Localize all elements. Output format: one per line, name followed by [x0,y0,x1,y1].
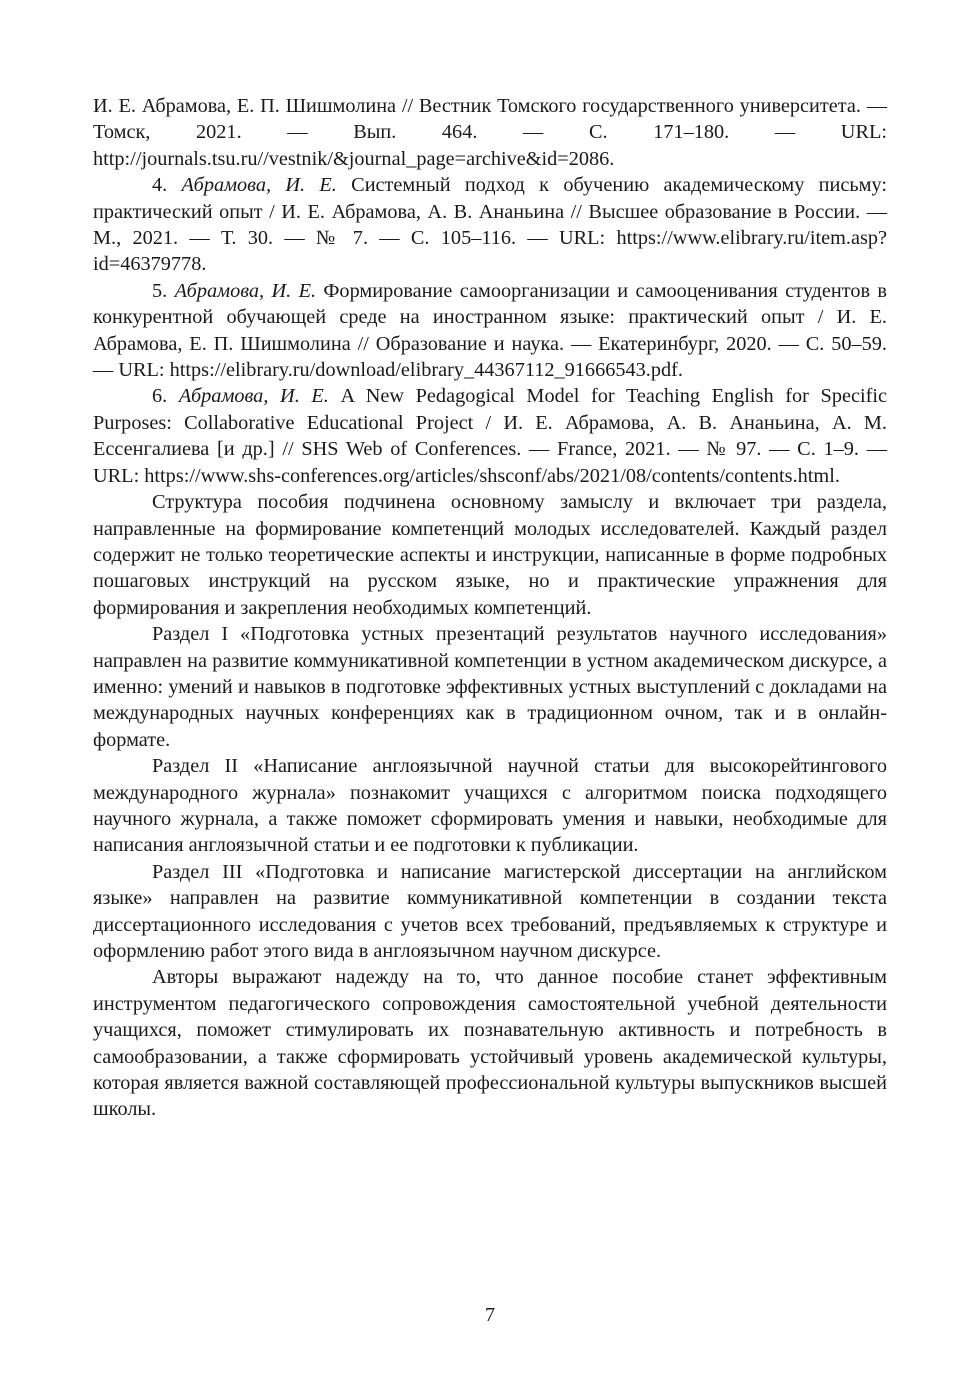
reference-number: 6. [152,385,168,408]
paragraph-section-2: Раздел II «Написание англоязычной научной статьи для высокорейтингового международного журнала» познакомит учащихся с алгоритмом поиска подходящего научного журнала, а также поможет сформировать умения и навыки, необходимые для написания англоязычной статьи и ее подготовки к публикации. [93,755,887,857]
page-content [93,93,887,1123]
reference-4 [93,172,887,278]
reference-author: Абрамова, И. Е. [181,174,337,197]
paragraph-structure: Структура пособия подчинена основному замыслу и включает три раздела, направленные на формирование компетенций молодых исследователей. Каждый раздел содержит не только теоретические аспекты и инструкции, написанные в форме подробных пошаговых инструкций на русском языке, но и практические упражнения для формирования и закрепления необходимых компетенций. [93,491,887,619]
reference-text: A New Pedagogical Model for Teaching English for Specific Purposes: Collaborative Educational Project / И. Е. Абрамова, А. В. Ананьина, А. М. Ессенгалиева [и др.] // SHS Web of Conferences. — France, 2021. — № 97. — С. 1–9. — URL: https://www.shs-conferences.org/articles/shsconf/abs/2021/08/contents/contents.html. [93,385,887,487]
reference-number: 4. [152,174,168,197]
paragraph-conclusion: Авторы выражают надежду на то, что данное пособие станет эффективным инструментом педагогического сопровождения самостоятельной учебной деятельности учащихся, поможет стимулировать их познавательную активность и потребность в самообразовании, а также сформировать устойчивый уровень академической культуры, которая является важной составляющей профессиональной культуры выпускников высшей школы. [93,966,887,1121]
reference-5 [93,278,887,384]
reference-3-continuation: И. Е. Абрамова, Е. П. Шишмолина // Вестник Томского государственного университета. — Томск, 2021. — Вып. 464. — С. 171–180. — URL: http://journals.tsu.ru//vestnik/&journal_page=archive&id=2086. [93,95,887,170]
paragraph-section-3: Раздел III «Подготовка и написание магистерской диссертации на английском языке» направлен на развитие коммуникативной компетенции в создании текста диссертационного исследования с учетов всех требований, предъявляемых к структуре и оформлению работ этого вида в англоязычном научном дискурсе. [93,860,887,962]
paragraph-section-1: Раздел I «Подготовка устных презентаций результатов научного исследования» направлен на развитие коммуникативной компетенции в устном академическом дискурсе, а именно: умений и навыков в подготовке эффективных устных выступлений с докладами на международных научных конференциях как в традиционном очном, так и в онлайн-формате. [93,623,887,751]
reference-number: 5. [152,279,168,302]
reference-6 [93,383,887,489]
reference-author: Абрамова, И. Е. [174,279,317,302]
reference-text: Системный подход к обучению академическому письму: практический опыт / И. Е. Абрамова, А. В. Ананьина // Высшее образование в России. — М., 2021. — Т. 30. — № 7. — С. 105–116. — URL: https://www.elibrary.ru/item.asp?id=46379778. [93,174,887,276]
reference-author: Абрамова, И. Е. [178,385,329,408]
page-number: 7 [485,1304,495,1326]
reference-text: Формирование самоорганизации и самооценивания студентов в конкурентной обучающей среде на иностранном языке: практический опыт / И. Е. Абрамова, Е. П. Шишмолина // Образование и наука. — Екатеринбург, 2020. — С. 50–59. — URL: https://elibrary.ru/download/elibrary_44367112_91666543.pdf. [93,279,887,382]
